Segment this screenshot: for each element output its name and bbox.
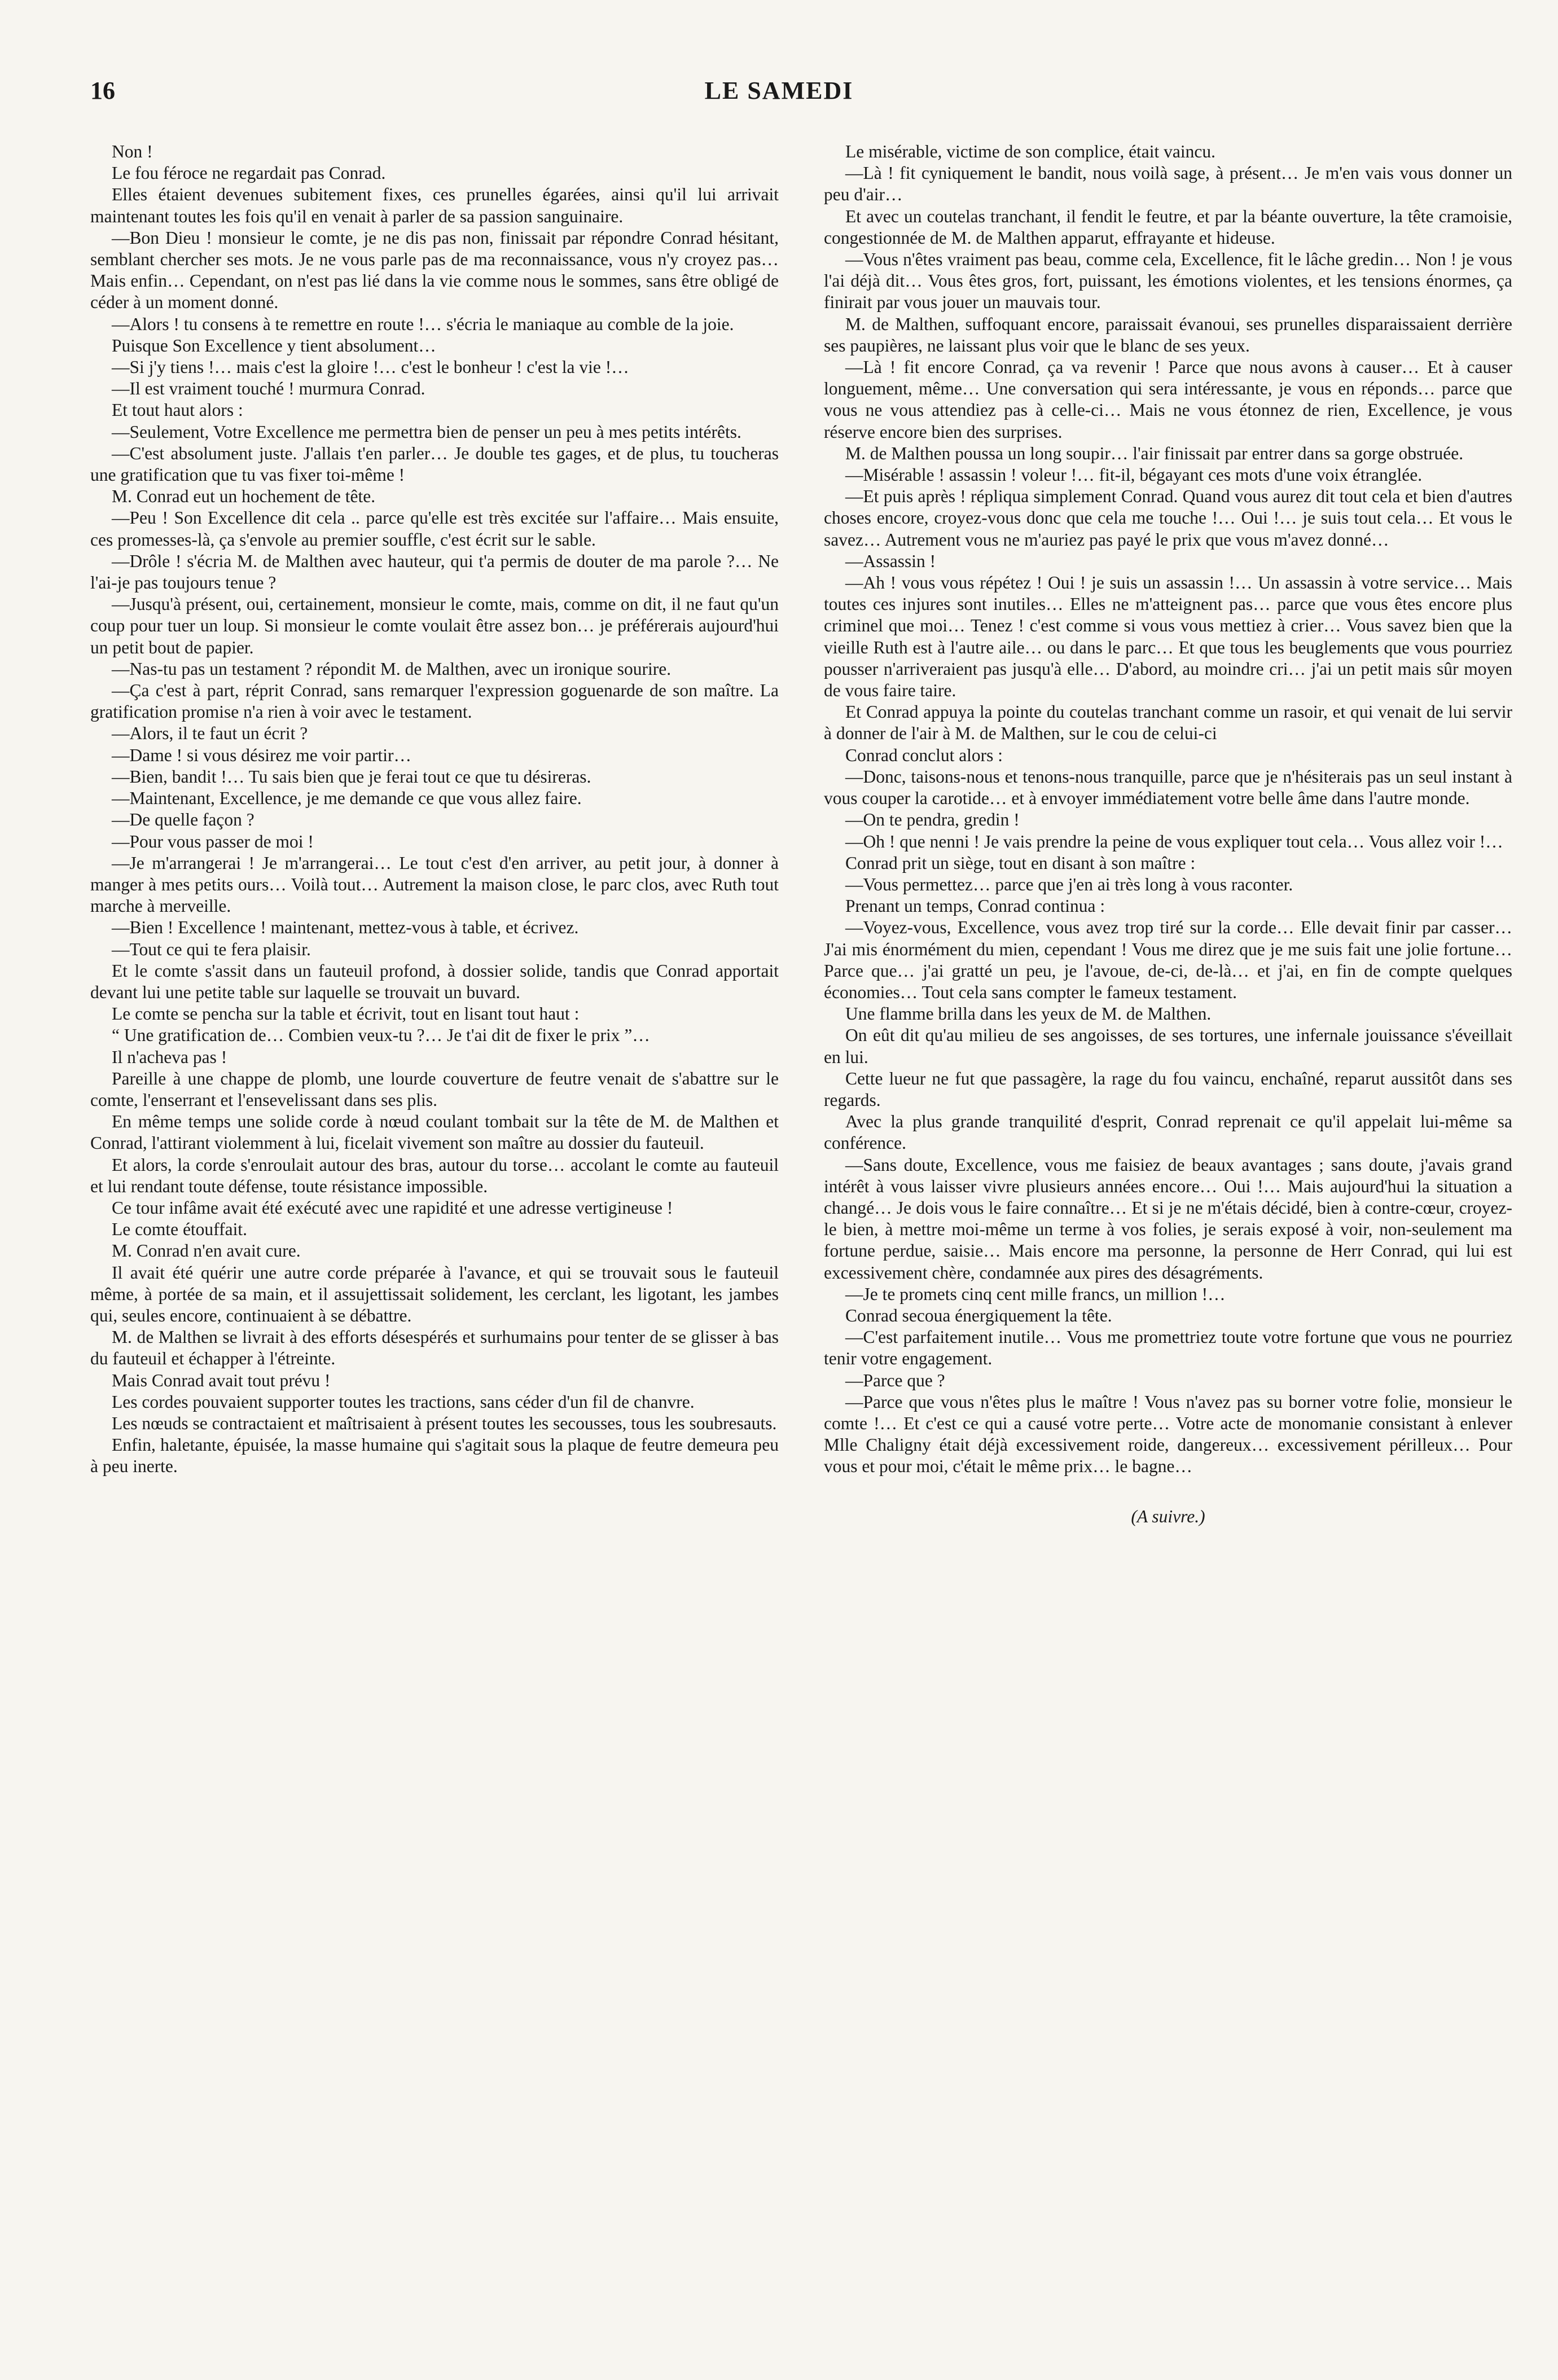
paragraph: —Tout ce qui te fera plaisir. (112, 939, 311, 959)
paragraph: Il n'acheva pas ! (112, 1047, 227, 1067)
paragraph: Conrad prit un siège, tout en disant à son maître : (845, 853, 1196, 873)
paragraph: —Vous permettez… parce que j'en ai très long à vous raconter. (845, 874, 1293, 894)
paragraph: Une flamme brilla dans les yeux de M. de Malthen. (845, 1004, 1212, 1024)
paragraph: Les cordes pouvaient supporter toutes les tractions, sans céder d'un fil de chanvre. (112, 1391, 695, 1412)
paragraph: Il avait été quérir une autre corde préparée à l'avance, et qui se trouvait sous le fauteuil même, à portée de sa main, et il assujettissait solidement, les cerclant, les ligotant, les jambes qui, seules encore, continuaient à se débattre. (90, 1262, 779, 1325)
paragraph: Et le comte s'assit dans un fauteuil profond, à dossier solide, tandis que Conrad apportait devant lui une petite table sur laquelle se trouvait un buvard. (90, 960, 779, 1002)
paragraph: —Peu ! Son Excellence dit cela .. parce qu'elle est très excitée sur l'affaire… Mais ensuite, ces promesses-là, ça s'envole au premier souffle, c'est écrit sur le sable. (90, 508, 779, 550)
paragraph: —Sans doute, Excellence, vous me faisiez de beaux avantages ; sans doute, j'avais grand intérêt à vous laisser vivre plusieurs années encore… Oui !… Mais aujourd'hui la situation a changé… Je dois vous le faire connaître… Et si je ne m'étais décidé, bien à contre-cœur, croyez-le bien, à mettre moi-même un terme à vos folies, je serais exposé à voir, non-seulement ma fortune perdue, saisie… Mais encore ma personne, la personne de Herr Conrad, qui lui est excessivement chère, condamnée aux pires des désagréments. (824, 1154, 1512, 1283)
paragraph: Prenant un temps, Conrad continua : (845, 896, 1105, 916)
paragraph: —Bien, bandit !… Tu sais bien que je ferai tout ce que tu désireras. (112, 766, 591, 787)
paragraph: —Là ! fit cyniquement le bandit, nous voilà sage, à présent… Je m'en vais vous donner un peu d'air… (824, 163, 1512, 205)
paragraph: —Et puis après ! répliqua simplement Conrad. Quand vous aurez dit tout cela et bien d'autres choses encore, croyez-vous donc que cela me touche !… Oui !… je suis tout cela… Et vous le savez… Autrement vous ne m'auriez pas payé le prix que vous m'avez donné… (824, 486, 1512, 550)
paragraph: —Nas-tu pas un testament ? répondit M. de Malthen, avec un ironique sourire. (112, 658, 672, 679)
paragraph: Cette lueur ne fut que passagère, la rage du fou vaincu, enchaîné, reparut aussitôt dans ses regards. (824, 1068, 1512, 1110)
paragraph: —Ah ! vous vous répétez ! Oui ! je suis un assassin !… Un assassin à votre service… Mais toutes ces injures sont inutiles… Elles ne m'atteignent pas… parce que vous êtes encore plus criminel que moi… Tenez ! c'est comme si vous vous mettiez à crier… Vous savez bien que la vieille Ruth est à l'autre aile… ou dans le parc… Et que tous les beuglements que vous pourriez pousser n'arriveraient pas jusqu'à elle… D'abord, au moindre cri… j'ai un petit mais sûr moyen de vous faire taire. (824, 573, 1512, 701)
paragraph: Et tout haut alors : (112, 400, 243, 420)
paragraph: —Bien ! Excellence ! maintenant, mettez-vous à table, et écrivez. (112, 917, 579, 938)
paragraph: —On te pendra, gredin ! (845, 810, 1020, 830)
paragraph: Conrad conclut alors : (845, 745, 1003, 765)
paragraph: —Si j'y tiens !… mais c'est la gloire !… c'est le bonheur ! c'est la vie !… (112, 357, 629, 377)
paragraph: —Vous n'êtes vraiment pas beau, comme cela, Excellence, fit le lâche gredin… Non ! je vous l'ai déjà dit… Vous êtes gros, fort, puissant, les émotions violentes, et les tensions énormes, ça finirait par vous jouer un mauvais tour. (824, 249, 1512, 313)
to-be-continued: (A suivre.) (1131, 1506, 1205, 1526)
paragraph: Enfin, haletante, épuisée, la masse humaine qui s'agitait sous la plaque de feutre demeura peu à peu inerte. (90, 1435, 779, 1477)
paragraph: —Donc, taisons-nous et tenons-nous tranquille, parce que je n'hésiterais pas un seul instant à vous couper la carotide… et à envoyer immédiatement votre belle âme dans l'autre monde. (824, 766, 1512, 809)
paragraph: Ce tour infâme avait été exécuté avec une rapidité et une adresse vertigineuse ! (112, 1197, 673, 1218)
paragraph: —Assassin ! (845, 551, 936, 571)
paragraph: —Alors ! tu consens à te remettre en route !… s'écria le maniaque au comble de la joie. (112, 314, 734, 334)
paragraph: Avec la plus grande tranquilité d'esprit, Conrad reprenait ce qu'il appelait lui-même sa conférence. (824, 1112, 1512, 1153)
running-head-title: LE SAMEDI (704, 77, 854, 104)
paragraph: —Parce que ? (845, 1370, 945, 1390)
paragraph: “ Une gratification de… Combien veux-tu ?… Je t'ai dit de fixer le prix ”… (112, 1025, 650, 1046)
paragraph: Les nœuds se contractaient et maîtrisaient à présent toutes les secousses, tous les soubresauts. (112, 1413, 777, 1433)
paragraph: M. de Malthen, suffoquant encore, paraissait évanoui, ses prunelles disparaissaient derrière ses paupières, ne laissant plus voir que le blanc de ses yeux. (824, 314, 1512, 355)
paragraph: —C'est parfaitement inutile… Vous me promettriez toute votre fortune que vous ne pourriez tenir votre engagement. (824, 1327, 1512, 1369)
paragraph: Le comte se pencha sur la table et écrivit, tout en lisant tout haut : (112, 1004, 580, 1024)
paragraph: Elles étaient devenues subitement fixes, ces prunelles égarées, ainsi qu'il lui arrivait maintenant toutes les fois qu'il en venait à parler de sa passion sanguinaire. (90, 185, 779, 226)
paragraph: —Voyez-vous, Excellence, vous avez trop tiré sur la corde… Elle devait finir par casser… J'ai mis énormément du mien, cependant ! Vous me direz que je me suis fait une jolie fortune… Parce que… j'ai gratté un peu, je l'avoue, de-ci, de-là… et j'ai, en fin de compte quelques économies… Tout cela sans compter le fameux testament. (824, 917, 1512, 1002)
paragraph: En même temps une solide corde à nœud coulant tombait sur la tête de M. de Malthen et Conrad, l'attirant violemment à lui, ficelait vivement son maître au dossier du fauteuil. (90, 1112, 779, 1153)
paragraph: M. Conrad n'en avait cure. (112, 1241, 301, 1261)
paragraph: —Bon Dieu ! monsieur le comte, je ne dis pas non, finissait par répondre Conrad hésitant, semblant chercher ses mots. Je ne vous parle pas de ma reconnaissance, vous n'y croyez pas… Mais enfin… Cependant, on n'est pas lié dans la vie comme nous le sommes, sans être obligé de céder à un moment donné. (90, 227, 779, 313)
paragraph: —De quelle façon ? (112, 810, 254, 830)
left-text-column (90, 141, 779, 1478)
paragraph: Et Conrad appuya la pointe du coutelas tranchant comme un rasoir, et qui venait de lui servir à donner de l'air à M. de Malthen, sur le cou de celui-ci (824, 702, 1512, 744)
paragraph: —Ça c'est à part, réprit Conrad, sans remarquer l'expression goguenarde de son maître. La gratification promise n'a rien à voir avec le testament. (90, 680, 779, 722)
paragraph: —Jusqu'à présent, oui, certainement, monsieur le comte, mais, comme on dit, il ne faut qu'un coup pour tuer un loup. Si monsieur le comte voulait être assez bon… je préférerais aujourd'hui un petit bout de papier. (90, 594, 779, 657)
paragraph: Mais Conrad avait tout prévu ! (112, 1370, 331, 1390)
paragraph: —Pour vous passer de moi ! (112, 831, 314, 851)
paragraph: —Dame ! si vous désirez me voir partir… (112, 745, 411, 765)
paragraph: —Seulement, Votre Excellence me permettra bien de penser un peu à mes petits intérêts. (112, 421, 741, 442)
paragraph: Puisque Son Excellence y tient absolument… (112, 335, 436, 355)
paragraph: Conrad secoua énergiquement la tête. (845, 1305, 1112, 1325)
paragraph: Pareille à une chappe de plomb, une lourde couverture de feutre venait de s'abattre sur le comte, l'enserrant et l'ensevelissant dans ses plis. (90, 1068, 779, 1110)
paragraph: Et alors, la corde s'enroulait autour des bras, autour du torse… accolant le comte au fauteuil et lui rendant toute défense, toute résistance impossible. (90, 1154, 779, 1196)
right-text-column (824, 141, 1512, 1527)
paragraph: —Drôle ! s'écria M. de Malthen avec hauteur, qui t'a permis de douter de ma parole ?… Ne l'ai-je pas toujours tenue ? (90, 551, 779, 593)
paragraph: —Il est vraiment touché ! murmura Conrad. (112, 379, 425, 399)
paragraph: —Maintenant, Excellence, je me demande ce que vous allez faire. (112, 788, 582, 809)
paragraph: —Misérable ! assassin ! voleur !… fit-il, bégayant ces mots d'une voix étranglée. (845, 465, 1423, 485)
paragraph: —Je m'arrangerai ! Je m'arrangerai… Le tout c'est d'en arriver, au petit jour, à donner à manger à mes petits ours… Voilà tout… Autrement la maison close, le parc clos, avec Ruth tout marche à merveille. (90, 853, 779, 916)
paragraph: —Je te promets cinq cent mille francs, un million !… (845, 1284, 1226, 1304)
paragraph: Le misérable, victime de son complice, était vaincu. (845, 142, 1216, 161)
paragraph: —Alors, il te faut un écrit ? (112, 723, 308, 744)
page-number: 16 (90, 77, 115, 104)
paragraph: M. Conrad eut un hochement de tête. (112, 486, 376, 507)
paragraph: M. de Malthen se livrait à des efforts désespérés et surhumains pour tenter de se glisser à bas du fauteuil et échapper à l'étreinte. (90, 1327, 779, 1369)
paragraph: Le fou féroce ne regardait pas Conrad. (112, 163, 386, 183)
paragraph: On eût dit qu'au milieu de ses angoisses, de ses tortures, une infernale jouissance s'éveillait en lui. (824, 1025, 1512, 1067)
paragraph: —Oh ! que nenni ! Je vais prendre la peine de vous expliquer tout cela… Vous allez voir !… (845, 831, 1503, 851)
paragraph: —C'est absolument juste. J'allais t'en parler… Je double tes gages, et de plus, tu toucheras une gratification que tu vas fixer toi-même ! (90, 443, 779, 485)
paragraph: M. de Malthen poussa un long soupir… l'air finissait par entrer dans sa gorge obstruée. (845, 443, 1464, 463)
paragraph: —Là ! fit encore Conrad, ça va revenir ! Parce que nous avons à causer… Et à causer longuement, même… Une conversation qui sera intéressante, je vous en réponds… parce que vous ne vous attendiez pas à celle-ci… Mais ne vous étonnez de rien, Excellence, je vous réserve encore bien des surprises. (824, 357, 1512, 442)
paragraph: Le comte étouffait. (112, 1219, 247, 1240)
paragraph: —Parce que vous n'êtes plus le maître ! Vous n'avez pas su borner votre folie, monsieur le comte !… Et c'est ce qui a causé votre perte… Votre acte de monomanie consistant à enlever Mlle Chaligny était déjà excessivement roide, dangereux… excessivement périlleux… Pour vous et pour moi, c'était le même prix… le bagne… (824, 1391, 1512, 1477)
paragraph: Non ! (112, 142, 153, 161)
paragraph: Et avec un coutelas tranchant, il fendit le feutre, et par la béante ouverture, la tête cramoisie, congestionnée de M. de Malthen apparut, effrayante et hideuse. (824, 206, 1512, 248)
